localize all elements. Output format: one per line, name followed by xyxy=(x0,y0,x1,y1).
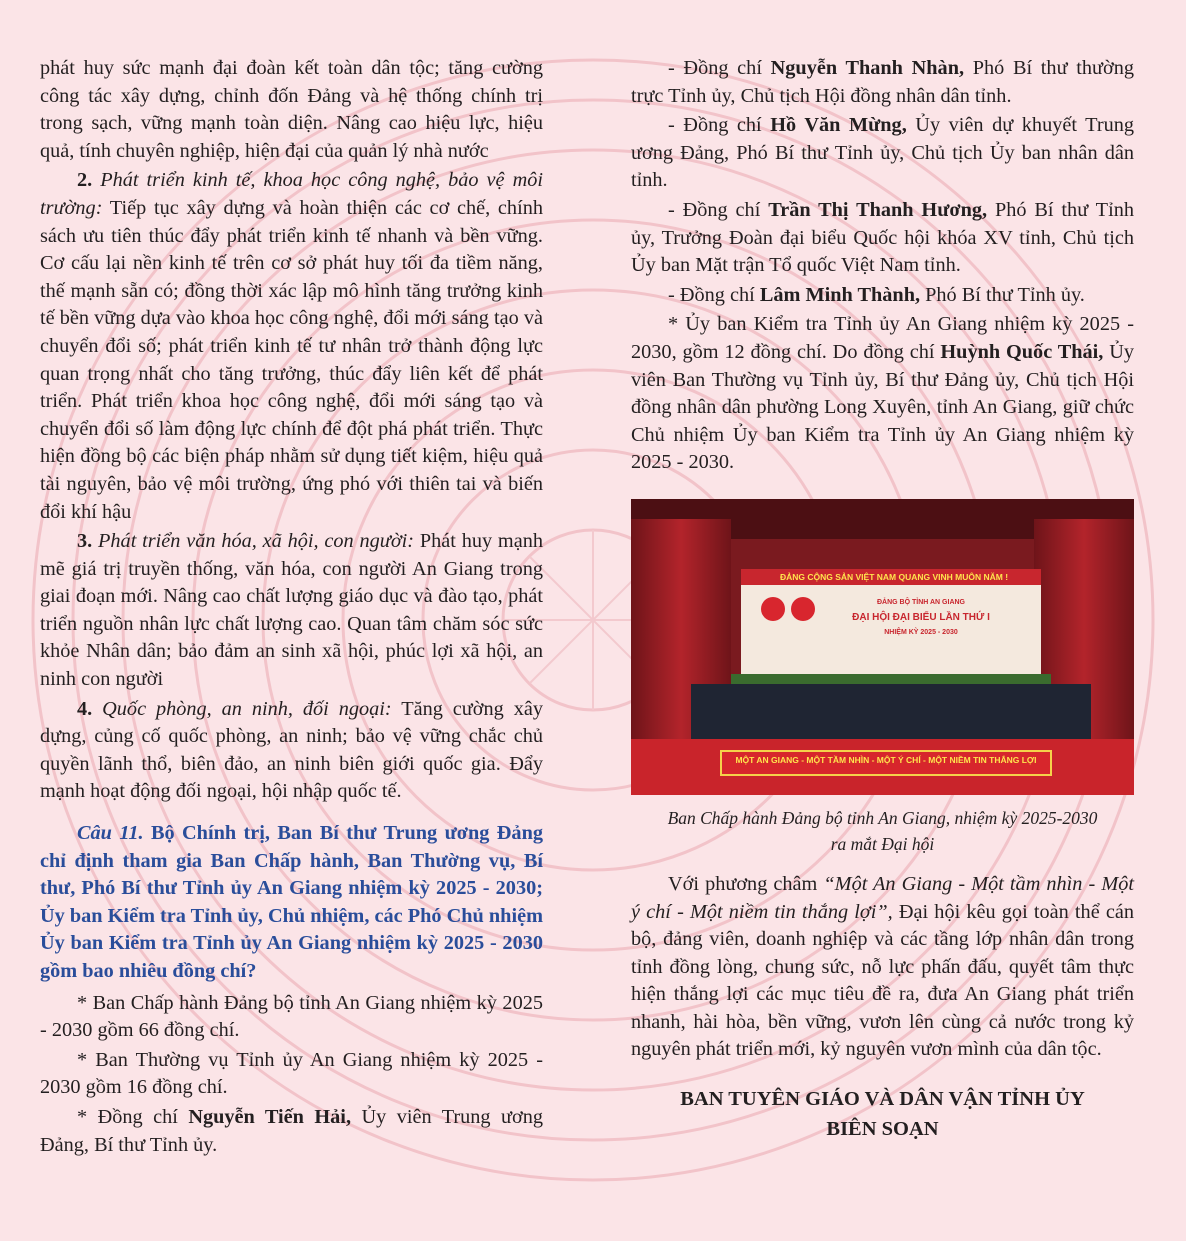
member-2 xyxy=(631,112,1134,195)
photo-banner-top: ĐẢNG CỘNG SẢN VIỆT NAM QUANG VINH MUÔN NĂM ! xyxy=(779,571,1009,582)
item-4-number: 4. xyxy=(77,697,93,720)
inspection-prefix: * Ủy ban Kiểm tra Tỉnh ủy An Giang nhiệm kỳ 2025 - 2030, gồm 12 đồng chí. Do đồng chí xyxy=(631,313,1134,363)
photo-banner-bottom: MỘT AN GIANG - MỘT TẦM NHÌN - MỘT Ý CHÍ - MỘT NIỀM TIN THẮNG LỢI xyxy=(735,754,1037,765)
photo-caption xyxy=(631,805,1134,857)
member-3-prefix: - Đồng chí xyxy=(668,198,769,221)
member-3 xyxy=(631,197,1134,280)
member-4-role: Phó Bí thư Tỉnh ủy. xyxy=(920,283,1085,306)
member-1-name: Nguyễn Thanh Nhàn, xyxy=(770,57,965,79)
photo-caption-line-2: ra mắt Đại hội xyxy=(830,833,935,854)
member-3-role: Phó Bí thư Tỉnh ủy, Trưởng Đoàn đại biểu Quốc hội khóa XV tỉnh, Chủ tịch Ủy ban Mặt trận Tổ quốc Việt Nam tỉnh. xyxy=(631,198,1134,277)
question-label: Câu 11. xyxy=(77,822,144,845)
item-2-title: Phát triển kinh tế, khoa học công nghệ, bảo vệ môi trường: xyxy=(40,169,543,219)
member-2-role: Ủy viên dự khuyết Trung ương Đảng, Phó Bí thư Tỉnh ủy, Chủ tịch Ủy ban nhân dân tỉnh. xyxy=(631,114,1135,192)
item-3 xyxy=(40,528,543,694)
inspection-suffix: Ủy viên Ban Thường vụ Tỉnh ủy, Bí thư Đảng ủy, Chủ tịch Hội đồng nhân dân phường Long Xuyên, tỉnh An Giang, giữ chức Chủ nhiệm Ủy ban Kiểm tra Tỉnh ủy An Giang nhiệm kỳ 2025 - 2030. xyxy=(631,340,1135,474)
member-3-name: Trần Thị Thanh Hương, xyxy=(768,198,988,221)
answer-3 xyxy=(40,1104,543,1159)
question-11 xyxy=(40,820,543,986)
answer-3-prefix: * Đồng chí xyxy=(77,1105,189,1128)
member-4 xyxy=(631,282,1134,310)
member-1-prefix: - Đồng chí xyxy=(668,57,771,79)
signature-block xyxy=(631,1084,1134,1144)
closing-motto: “Một An Giang - Một tầm nhìn - Một ý chí - Một niềm tin thắng lợi”, xyxy=(631,872,1134,923)
member-4-name: Lâm Minh Thành, xyxy=(759,283,921,306)
item-2-body: Tiếp tục xây dựng và hoàn thiện các cơ chế, chính sách ưu tiên thúc đẩy phát triển kinh tế nhanh và bền vững. Cơ cấu lại nền kinh tế trên cơ sở phát huy tối đa tiềm năng, thế mạnh sẵn có; đồng thời xác lập mô hình tăng trưởng kinh tế bền vững dựa vào khoa học công nghệ, đổi mới sáng tạo và chuyển đổi số; phát triển kinh tế tư nhân trở thành động lực quan trọng nhất cho tăng trưởng, thúc đẩy liên kết để phát triển. Phát triển khoa học công nghệ, đổi mới sáng tạo và chuyển đổi số làm động lực chính để đột phá phát triển. Thực hiện đồng bộ các biện pháp nhằm sử dụng tiết kiệm, hiệu quả tài nguyên, bảo vệ môi trường, ứng phó với thiên tai và biến đổi khí hậu xyxy=(40,196,543,523)
right-column xyxy=(631,55,1134,1146)
answer-3-suffix: Ủy viên Trung ương Đảng, Bí thư Tỉnh ủy. xyxy=(40,1105,543,1156)
photo-caption-line-1: Ban Chấp hành Đảng bộ tỉnh An Giang, nhiệm kỳ 2025-2030 xyxy=(667,807,1098,828)
item-2 xyxy=(40,167,543,526)
signature-line-2: BIÊN SOẠN xyxy=(826,1118,939,1141)
item-4-title: Quốc phòng, an ninh, đối ngoại: xyxy=(102,697,392,720)
item-3-number: 3. xyxy=(77,530,93,553)
answer-1: * Ban Chấp hành Đảng bộ tỉnh An Giang nhiệm kỳ 2025 - 2030 gồm 66 đồng chí. xyxy=(40,991,543,1042)
item-4 xyxy=(40,696,543,806)
signature-line-1: BAN TUYÊN GIÁO VÀ DÂN VẬN TỈNH ỦY xyxy=(680,1088,1085,1111)
congress-photo-illustration xyxy=(631,499,1134,795)
item-3-body: Phát huy mạnh mẽ giá trị truyền thống, văn hóa, con người An Giang trong giai đoạn mới. Nâng cao chất lượng giáo dục và đào tạo, phát triển nguồn nhân lực chất lượng cao. Quan tâm chăm sóc sức khỏe Nhân dân; bảo đảm an sinh xã hội, phúc lợi xã hội, an ninh con người xyxy=(40,530,543,691)
member-1 xyxy=(631,55,1134,110)
item-2-number: 2. xyxy=(77,169,93,192)
question-text: Bộ Chính trị, Ban Bí thư Trung ương Đảng chỉ định tham gia Ban Chấp hành, Ban Thường vụ, Bí thư, Phó Bí thư Tỉnh ủy An Giang nhiệm kỳ 2025 - 2030; Ủy ban Kiểm tra Tỉnh ủy, Chủ nhiệm, các Phó Chủ nhiệm Ủy ban Kiểm tra Tỉnh ủy An Giang nhiệm kỳ 2025 - 2030 gồm bao nhiêu đồng chí? xyxy=(40,822,543,982)
closing-body: Đại hội kêu gọi toàn thể cán bộ, đảng viên, doanh nghiệp và các tầng lớp nhân dân trong tỉnh đồng lòng, chung sức, nỗ lực phấn đấu, quyết tâm thực hiện thắng lợi các mục tiêu đề ra, đưa An Giang phát triển nhanh, hài hòa, bền vững, vươn lên cùng cả nước trong kỷ nguyên phát triển mới, kỷ nguyên vươn mình của dân tộc. xyxy=(631,900,1134,1061)
member-1-role: Phó Bí thư thường trực Tỉnh ủy, Chủ tịch Hội đồng nhân dân tỉnh. xyxy=(631,57,1135,107)
member-2-name: Hồ Văn Mừng, xyxy=(770,114,907,137)
answer-3-name: Nguyễn Tiến Hải, xyxy=(188,1105,352,1128)
closing-paragraph xyxy=(631,871,1134,1064)
member-4-prefix: - Đồng chí xyxy=(668,283,760,306)
item-3-title: Phát triển văn hóa, xã hội, con người: xyxy=(98,530,415,553)
inspection-committee xyxy=(631,311,1134,477)
photo-line-2: ĐẠI HỘI ĐẠI BIỂU LẦN THỨ I xyxy=(852,611,990,623)
inspection-chair-name: Huỳnh Quốc Thái, xyxy=(940,340,1104,363)
photo-line-3: NHIỆM KỲ 2025 - 2030 xyxy=(884,628,958,636)
left-column xyxy=(40,55,543,1161)
answer-2: * Ban Thường vụ Tỉnh ủy An Giang nhiệm kỳ 2025 - 2030 gồm 16 đồng chí. xyxy=(40,1048,543,1099)
congress-photo xyxy=(631,499,1134,795)
photo-line-1: ĐẢNG BỘ TỈNH AN GIANG xyxy=(876,598,966,606)
paragraph-intro: phát huy sức mạnh đại đoàn kết toàn dân tộc; tăng cường công tác xây dựng, chỉnh đốn Đảng và hệ thống chính trị trong sạch, vững mạnh toàn diện. Nâng cao hiệu lực, hiệu quả, tính chuyên nghiệp, hiện đại của quản lý nhà nước xyxy=(40,57,543,162)
closing-prefix: Với phương châm xyxy=(668,872,824,895)
item-4-body: Tăng cường xây dựng, củng cố quốc phòng, an ninh; bảo vệ vững chắc chủ quyền lãnh thổ, biên đảo, an ninh biên giới quốc gia. Đẩy mạnh hoạt động đối ngoại, hội nhập quốc tế. xyxy=(40,697,543,803)
member-2-prefix: - Đồng chí xyxy=(668,114,771,137)
